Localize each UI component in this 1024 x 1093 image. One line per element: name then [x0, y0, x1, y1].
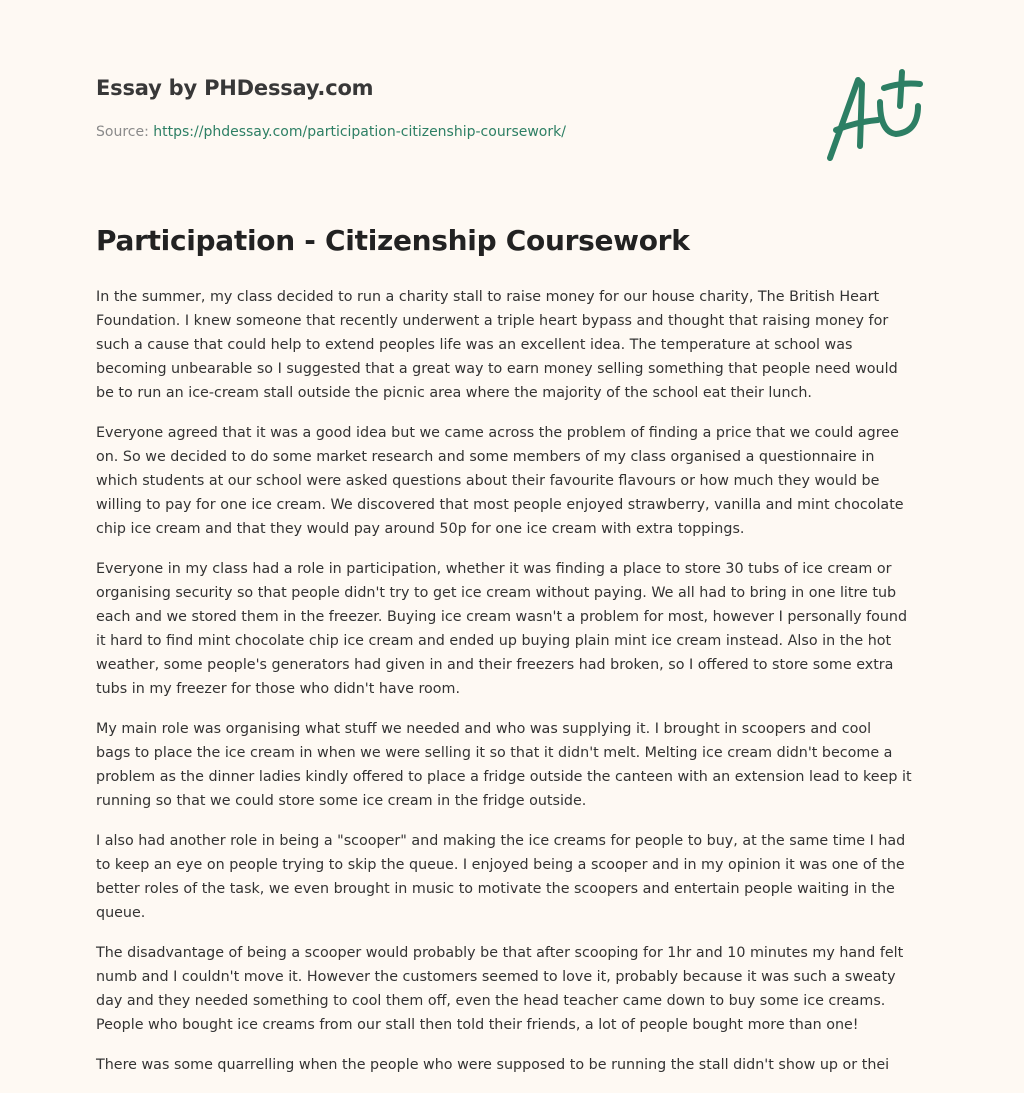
paragraph-line: problem as the dinner ladies kindly offered to place a fridge outside the canteen with an extension lead to keep it	[96, 769, 912, 785]
paragraph-line: be to run an ice-cream stall outside the picnic area where the majority of the school eat their lunch.	[96, 385, 812, 401]
site-brand: Essay by PHDessay.com	[96, 76, 374, 100]
paragraph-line: which students at our school were asked questions about their favourite flavours or how much they would be	[96, 473, 880, 489]
paragraph-line: Everyone agreed that it was a good idea but we came across the problem of finding a price that we could agree	[96, 425, 899, 441]
paragraph-line: The disadvantage of being a scooper would probably be that after scooping for 1hr and 10 minutes my hand felt	[96, 945, 904, 961]
essay-body	[96, 285, 936, 1093]
paragraph-line: Foundation. I knew someone that recently underwent a triple heart bypass and thought that raising money for	[96, 313, 889, 329]
source-label: Source:	[96, 124, 149, 140]
paragraph-line: weather, some people's generators had given in and their freezers had broken, so I offered to store some extra	[96, 657, 894, 673]
paragraph-line: it hard to find mint chocolate chip ice cream and ended up buying plain mint ice cream instead. Also in the hot	[96, 633, 892, 649]
paragraph-line: numb and I couldn't move it. However the customers seemed to love it, probably because it was such a sweaty	[96, 969, 896, 985]
paragraph-line: chip ice cream and that they would pay around 50p for one ice cream with extra toppings.	[96, 521, 745, 537]
paragraph-line: My main role was organising what stuff we needed and who was supplying it. I brought in scoopers and cool	[96, 721, 872, 737]
source-line	[96, 124, 566, 140]
paragraph-line: bags to place the ice cream in when we were selling it so that it didn't melt. Melting ice cream didn't become a	[96, 745, 893, 761]
paragraph-line: There was some quarrelling when the people who were supposed to be running the stall didn't show up or thei	[96, 1057, 890, 1073]
paragraph-line: tubs in my freezer for those who didn't have room.	[96, 681, 461, 697]
essay-paragraph	[96, 941, 936, 1037]
page-title: Participation - Citizenship Coursework	[96, 224, 690, 257]
paragraph-line: People who bought ice creams from our stall then told their friends, a lot of people bought more than one!	[96, 1017, 859, 1033]
source-link[interactable]: https://phdessay.com/participation-citizenship-coursework/	[153, 124, 566, 140]
paragraph-line: running so that we could store some ice cream in the fridge outside.	[96, 793, 587, 809]
paragraph-line: willing to pay for one ice cream. We discovered that most people enjoyed strawberry, vanilla and mint chocolate	[96, 497, 904, 513]
paragraph-line: In the summer, my class decided to run a charity stall to raise money for our house charity, The British Heart	[96, 289, 880, 305]
paragraph-line: becoming unbearable so I suggested that a great way to earn money selling something that people need would	[96, 361, 898, 377]
a-plus-logo-icon	[820, 66, 930, 166]
essay-paragraph	[96, 285, 936, 405]
paragraph-line: each and we stored them in the freezer. Buying ice cream wasn't a problem for most, however I personally found	[96, 609, 908, 625]
essay-paragraph	[96, 557, 936, 701]
essay-paragraph	[96, 1053, 936, 1077]
essay-paragraph	[96, 421, 936, 541]
paragraph-line: to keep an eye on people trying to skip the queue. I enjoyed being a scooper and in my opinion it was one of the	[96, 857, 905, 873]
paragraph-line: better roles of the task, we even brought in music to motivate the scoopers and entertain people waiting in the	[96, 881, 895, 897]
essay-paragraph	[96, 717, 936, 813]
paragraph-line: organising security so that people didn't try to get ice cream without paying. We all had to bring in one litre tub	[96, 585, 897, 601]
essay-paragraph	[96, 829, 936, 925]
paragraph-line: on. So we decided to do some market research and some members of my class organised a questionnaire in	[96, 449, 875, 465]
paragraph-line: queue.	[96, 905, 146, 921]
paragraph-line: such a cause that could help to extend peoples life was an excellent idea. The temperature at school was	[96, 337, 853, 353]
paragraph-line: Everyone in my class had a role in participation, whether it was finding a place to store 30 tubs of ice cream or	[96, 561, 892, 577]
paragraph-line: I also had another role in being a "scooper" and making the ice creams for people to buy, at the same time I had	[96, 833, 906, 849]
paragraph-line: day and they needed something to cool them off, even the head teacher came down to buy some ice creams.	[96, 993, 886, 1009]
